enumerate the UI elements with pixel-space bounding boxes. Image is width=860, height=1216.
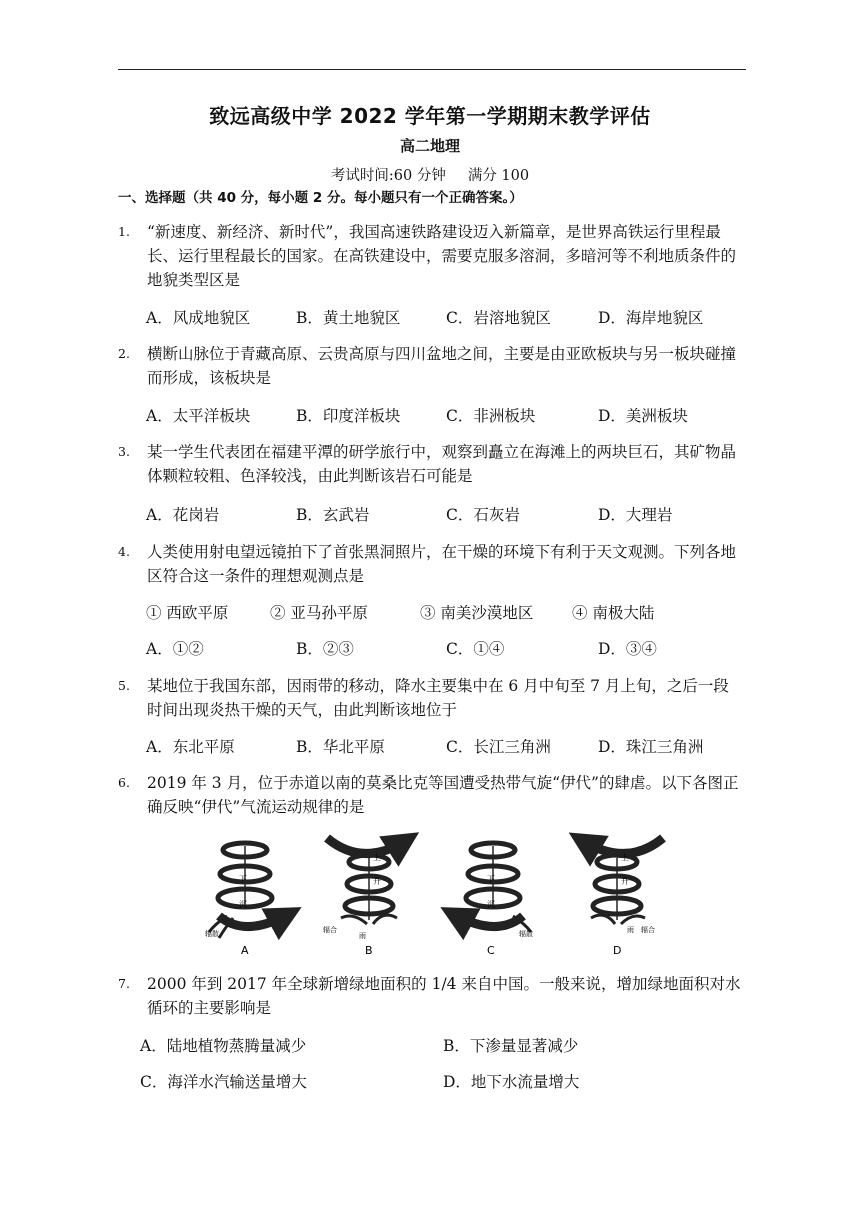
section-heading: 一、选择题（共 40 分，每小题 2 分。每小题只有一个正确答案。）: [118, 190, 523, 206]
option-b[interactable]: B．②③: [296, 640, 354, 658]
label-sink: 沉: [239, 900, 247, 909]
label-divergence: 辐散: [205, 930, 219, 938]
cyclone-panel-a[interactable]: [205, 843, 289, 957]
question-stem: 人类使用射电望远镜拍下了首张黑洞照片，在干燥的环境下有利于天文观测。下列各地区符合这一条件的理想观测点是: [147, 543, 737, 585]
option-d[interactable]: D．海岸地貌区: [598, 309, 704, 327]
question-number: 1.: [118, 224, 130, 239]
question-6: [118, 771, 743, 819]
option-d[interactable]: D．美洲板块: [598, 407, 688, 425]
question-number: 5.: [118, 678, 130, 693]
question-stem: 横断山脉位于青藏高原、云贵高原与四川盆地之间，主要是由亚欧板块与另一板块碰撞而形成，该板块是: [147, 345, 737, 387]
option-b[interactable]: B．玄武岩: [296, 506, 370, 524]
cyclone-panel-b[interactable]: [323, 838, 407, 957]
option-d[interactable]: D．地下水流量增大: [443, 1073, 580, 1091]
question-1: [118, 220, 743, 292]
panel-letter: D: [613, 944, 622, 957]
option-a[interactable]: A．花岗岩: [146, 506, 220, 524]
option-a[interactable]: A．陆地植物蒸腾量减少: [140, 1037, 307, 1055]
question-4: [118, 540, 743, 588]
question-3: [118, 440, 743, 488]
question-stem: 2019 年 3 月，位于赤道以南的莫桑比克等国遭受热带气旋“伊代”的肆虐。以下各图正确反映“伊代”气流运动规律的是: [147, 774, 739, 816]
exam-title: 致远高级中学 2022 学年第一学期期末教学评估: [209, 104, 651, 128]
question-5: [118, 674, 743, 722]
question-7: [118, 972, 743, 1020]
option-c[interactable]: C．岩溶地貌区: [446, 309, 551, 327]
item-4: ④ 南极大陆: [572, 604, 655, 622]
label-down: 下: [487, 875, 495, 884]
label-sink: 沉: [487, 900, 495, 909]
label-up: 上: [373, 853, 381, 862]
label-convergence: 辐合: [323, 926, 337, 934]
label-convergence: 辐合: [641, 926, 655, 934]
item-1: ① 西欧平原: [146, 604, 229, 622]
item-3: ③ 南美沙漠地区: [420, 604, 534, 622]
label-up: 上: [621, 853, 629, 862]
option-b[interactable]: B．印度洋板块: [296, 407, 401, 425]
exam-subject: 高二地理: [399, 137, 460, 155]
question-stem: 某一学生代表团在福建平潭的研学旅行中，观察到矗立在海滩上的两块巨石，其矿物晶体颗粒较粗、色泽较浅，由此判断该岩石可能是: [147, 443, 737, 485]
option-b[interactable]: B．黄土地貌区: [296, 309, 401, 327]
panel-letter: A: [241, 944, 249, 957]
option-b[interactable]: B．下渗量显著减少: [443, 1037, 579, 1055]
option-d[interactable]: D．大理岩: [598, 506, 673, 524]
label-divergence: 辐散: [519, 930, 533, 938]
cyclone-figure: [205, 828, 675, 958]
exam-time: 考试时间:60 分钟: [330, 168, 446, 184]
option-d[interactable]: D．③④: [598, 640, 657, 658]
cyclone-panel-c[interactable]: [453, 843, 533, 957]
label-rain: 雨: [627, 926, 634, 934]
option-c[interactable]: C．海洋水汽输送量增大: [140, 1073, 307, 1091]
label-rain: 雨: [359, 932, 366, 940]
question-stem: 2000 年到 2017 年全球新增绿地面积的 1/4 来自中国。一般来说，增加绿地面积对水循环的主要影响是: [147, 975, 741, 1017]
option-c[interactable]: C．石灰岩: [446, 506, 520, 524]
option-b[interactable]: B．华北平原: [296, 738, 385, 756]
exam-score: 满分 100: [467, 168, 530, 184]
question-number: 4.: [118, 544, 130, 559]
option-c[interactable]: C．长江三角洲: [446, 738, 551, 756]
header-rule: [118, 69, 746, 70]
label-rise: 升: [373, 877, 381, 886]
question-2: [118, 342, 743, 390]
panel-letter: B: [365, 944, 373, 957]
question-number: 3.: [118, 444, 130, 459]
label-down: 下: [239, 875, 247, 884]
item-2: ② 亚马孙平原: [270, 604, 368, 622]
label-rise: 升: [621, 877, 629, 886]
cyclone-panel-d[interactable]: [581, 838, 663, 957]
question-number: 7.: [118, 976, 130, 991]
option-a[interactable]: A．①②: [146, 640, 204, 658]
question-stem: “新速度、新经济、新时代”，我国高速铁路建设迈入新篇章，是世界高铁运行里程最长、运行里程最长的国家。在高铁建设中，需要克服多溶洞，多暗河等不利地质条件的地貌类型区是: [147, 223, 737, 289]
option-d[interactable]: D．珠江三角洲: [598, 738, 704, 756]
option-a[interactable]: A．风成地貌区: [146, 309, 251, 327]
question-number: 6.: [118, 775, 130, 790]
exam-info: [0, 164, 860, 185]
option-c[interactable]: C．①④: [446, 640, 505, 658]
option-a[interactable]: A．东北平原: [146, 738, 235, 756]
question-stem: 某地位于我国东部，因雨带的移动，降水主要集中在 6 月中旬至 7 月上旬，之后一段时间出现炎热干燥的天气，由此判断该地位于: [147, 677, 729, 719]
panel-letter: C: [487, 944, 495, 957]
question-number: 2.: [118, 346, 130, 361]
option-c[interactable]: C．非洲板块: [446, 407, 536, 425]
option-a[interactable]: A．太平洋板块: [146, 407, 251, 425]
